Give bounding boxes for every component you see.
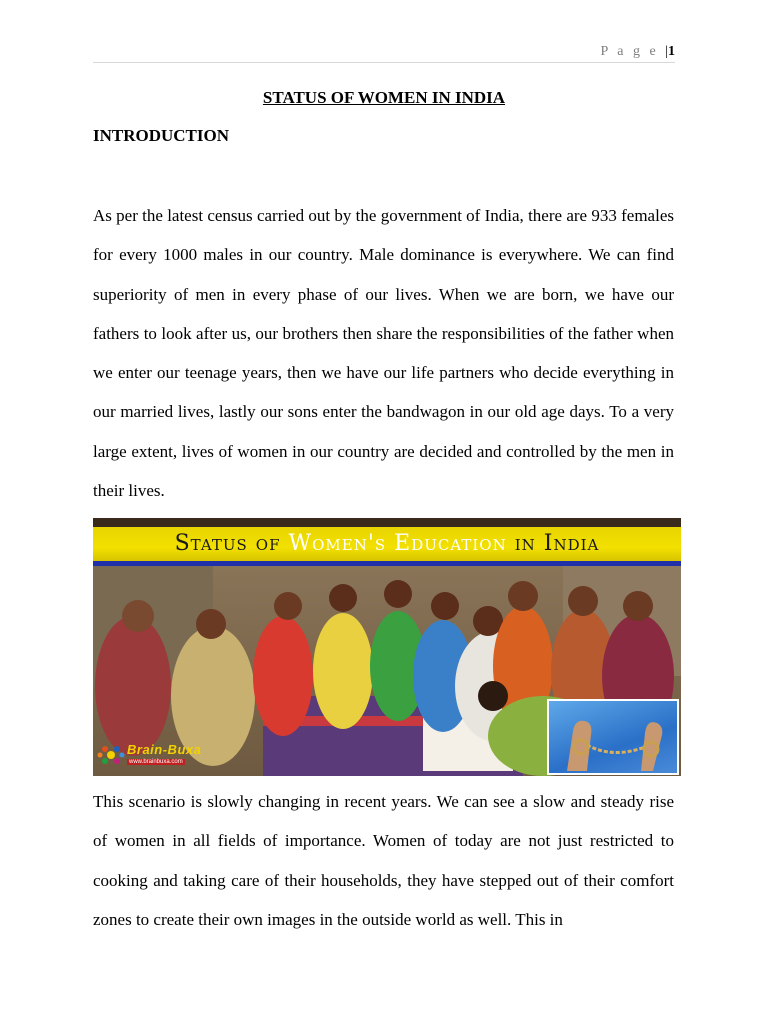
woman-3 xyxy=(253,616,313,736)
woman-4 xyxy=(313,613,373,729)
chained-hands-icon xyxy=(549,701,677,773)
paragraph-introduction: As per the latest census carried out by the government of India, there are 933 females for every 1000 males in our country. Male dominance is everywhere. We can find superiority of men in every phase of our lives. When we are born, we have our fathers to look after us, our brothers then share the responsibilities of the father when we enter our teenage years, then we have our life partners who decide everything in our married lives, lastly our sons enter the bandwagon in our old age days. To a very large extent, lives of women in our country are decided and controlled by the men in their lives. xyxy=(93,206,674,501)
inset-photo-chained-hands xyxy=(547,699,679,775)
logo-name: Brain-Buxa xyxy=(127,742,202,757)
paragraph-changing-scenario: This scenario is slowly changing in recent years. We can see a slow and steady rise of women in all fields of importance. Women of today are not just restricted to cooking and taking care of their households, they have stepped out of their comfort zones to create their own images in the outside world as well. This in xyxy=(93,792,674,929)
woman-1 xyxy=(95,616,171,756)
chain xyxy=(587,745,645,753)
page-label: P a g e xyxy=(600,44,659,59)
page-number: 1 xyxy=(668,44,675,59)
woman-2-head xyxy=(196,609,226,639)
page-header xyxy=(93,44,675,60)
figure-womens-education xyxy=(93,518,681,776)
page-separator: | xyxy=(665,44,668,59)
banner-text-part-3: in India xyxy=(506,531,600,556)
woman-6-head xyxy=(431,592,459,620)
woman-5-head xyxy=(384,580,412,608)
figure-banner xyxy=(93,527,681,561)
logo-url: www.brainbuxa.com xyxy=(129,759,183,765)
woman-3-head xyxy=(274,592,302,620)
banner-text-part-2: Women's Education xyxy=(288,531,507,556)
banner-top-strip xyxy=(93,518,681,527)
header-rule xyxy=(93,62,675,63)
woman-front-head xyxy=(478,681,508,711)
banner-text-part-1: Status of xyxy=(174,531,289,556)
section-heading-introduction: INTRODUCTION xyxy=(93,126,230,145)
woman-10-head xyxy=(623,591,653,621)
woman-1-head xyxy=(122,600,154,632)
woman-8-head xyxy=(508,581,538,611)
document-title: STATUS OF WOMEN IN INDIA xyxy=(262,88,506,107)
woman-4-head xyxy=(329,584,357,612)
woman-9-head xyxy=(568,586,598,616)
